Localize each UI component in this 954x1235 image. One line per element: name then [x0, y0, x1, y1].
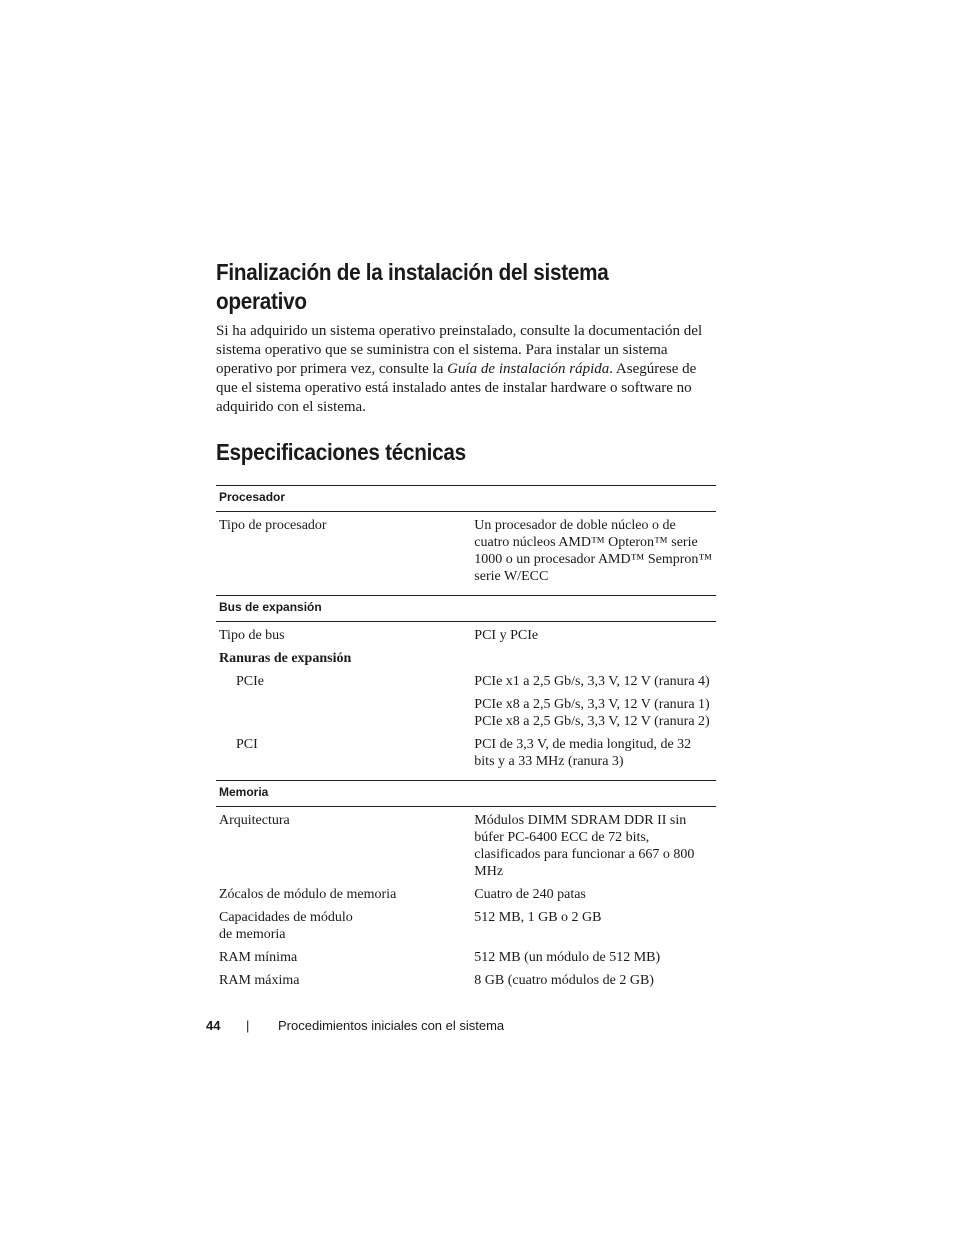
- table-row: [216, 622, 716, 648]
- spec-label: PCI: [236, 737, 258, 752]
- footer-separator: |: [246, 1018, 250, 1033]
- spec-label: PCIe: [236, 674, 264, 689]
- spec-value: PCI y PCIe: [474, 628, 539, 643]
- spec-label: RAM máxima: [219, 973, 300, 988]
- spec-value: 8 GB (cuatro módulos de 2 GB): [474, 973, 654, 988]
- table-row: [216, 733, 716, 781]
- spec-label: Zócalos de módulo de memoria: [219, 887, 397, 902]
- spec-label: Tipo de procesador: [219, 518, 327, 533]
- table-row: [216, 906, 716, 946]
- pcie-slot1: PCIe x8 a 2,5 Gb/s, 3,3 V, 12 V (ranura 1): [474, 697, 710, 712]
- table-row: [216, 512, 716, 596]
- spec-value: Módulos DIMM SDRAM DDR II sin búfer PC-6400 ECC de 72 bits, clasificados para funcionar a 667 o 800 MHz: [474, 813, 695, 879]
- capacity-label-1: Capacidades de módulo: [219, 910, 353, 925]
- table-row: [216, 807, 716, 884]
- section-title: Procesador: [216, 486, 716, 512]
- capacity-label-2: de memoria: [219, 927, 286, 942]
- table-row: [216, 693, 716, 733]
- table-row: [216, 670, 716, 693]
- spec-value: 512 MB, 1 GB o 2 GB: [474, 910, 602, 925]
- spec-value: Cuatro de 240 patas: [474, 887, 586, 902]
- heading-line-1: Finalización de la instalación del sistema: [216, 259, 609, 285]
- quick-install-guide-ref: Guía de instalación rápida: [447, 361, 610, 377]
- page-number: 44: [206, 1018, 221, 1033]
- table-row: [216, 883, 716, 906]
- spec-value: Un procesador de doble núcleo o de cuatro núcleos AMD™ Opteron™ serie 1000 o un procesador AMD™ Sempron™ serie W/ECC: [474, 518, 713, 584]
- section-title: Memoria: [216, 781, 716, 807]
- spec-label: RAM mínima: [219, 950, 298, 965]
- section-header-processor: [216, 486, 716, 512]
- os-installation-paragraph: [216, 322, 716, 417]
- para-text-2: . Asegúrese de que el sistema operativo está instalado antes de instalar hardware o software no adquirido con el sistema.: [216, 361, 697, 415]
- spec-value: PCI de 3,3 V, de media longitud, de 32 bits y a 33 MHz (ranura 3): [474, 737, 692, 769]
- spec-value: [471, 693, 716, 733]
- table-row: [216, 969, 716, 992]
- section-header-memory: [216, 781, 716, 807]
- spec-label: Arquitectura: [219, 813, 290, 828]
- page-content: [216, 258, 716, 992]
- para-text-1: Si ha adquirido un sistema operativo preinstalado, consulte la documentación del sistema operativo que se suministra con el sistema. Para instalar un sistema operativo por primera vez, consulte la: [216, 323, 703, 377]
- spec-label: Ranuras de expansión: [219, 651, 352, 666]
- heading-technical-specs: Especificaciones técnicas: [216, 439, 466, 465]
- spec-label: Tipo de bus: [219, 628, 285, 643]
- footer-title: Procedimientos iniciales con el sistema: [278, 1018, 505, 1033]
- spec-label: [216, 906, 471, 946]
- spec-value: 512 MB (un módulo de 512 MB): [474, 950, 661, 965]
- section-header-bus: [216, 596, 716, 622]
- table-row: [216, 946, 716, 969]
- heading-os-installation: [216, 258, 720, 316]
- section-title: Bus de expansión: [216, 596, 716, 622]
- heading-line-2: operativo: [216, 288, 307, 314]
- spec-value: PCIe x1 a 2,5 Gb/s, 3,3 V, 12 V (ranura 4): [474, 674, 710, 689]
- table-row: [216, 647, 716, 670]
- pcie-slot2: PCIe x8 a 2,5 Gb/s, 3,3 V, 12 V (ranura 2): [474, 714, 710, 729]
- spec-table: [216, 485, 716, 992]
